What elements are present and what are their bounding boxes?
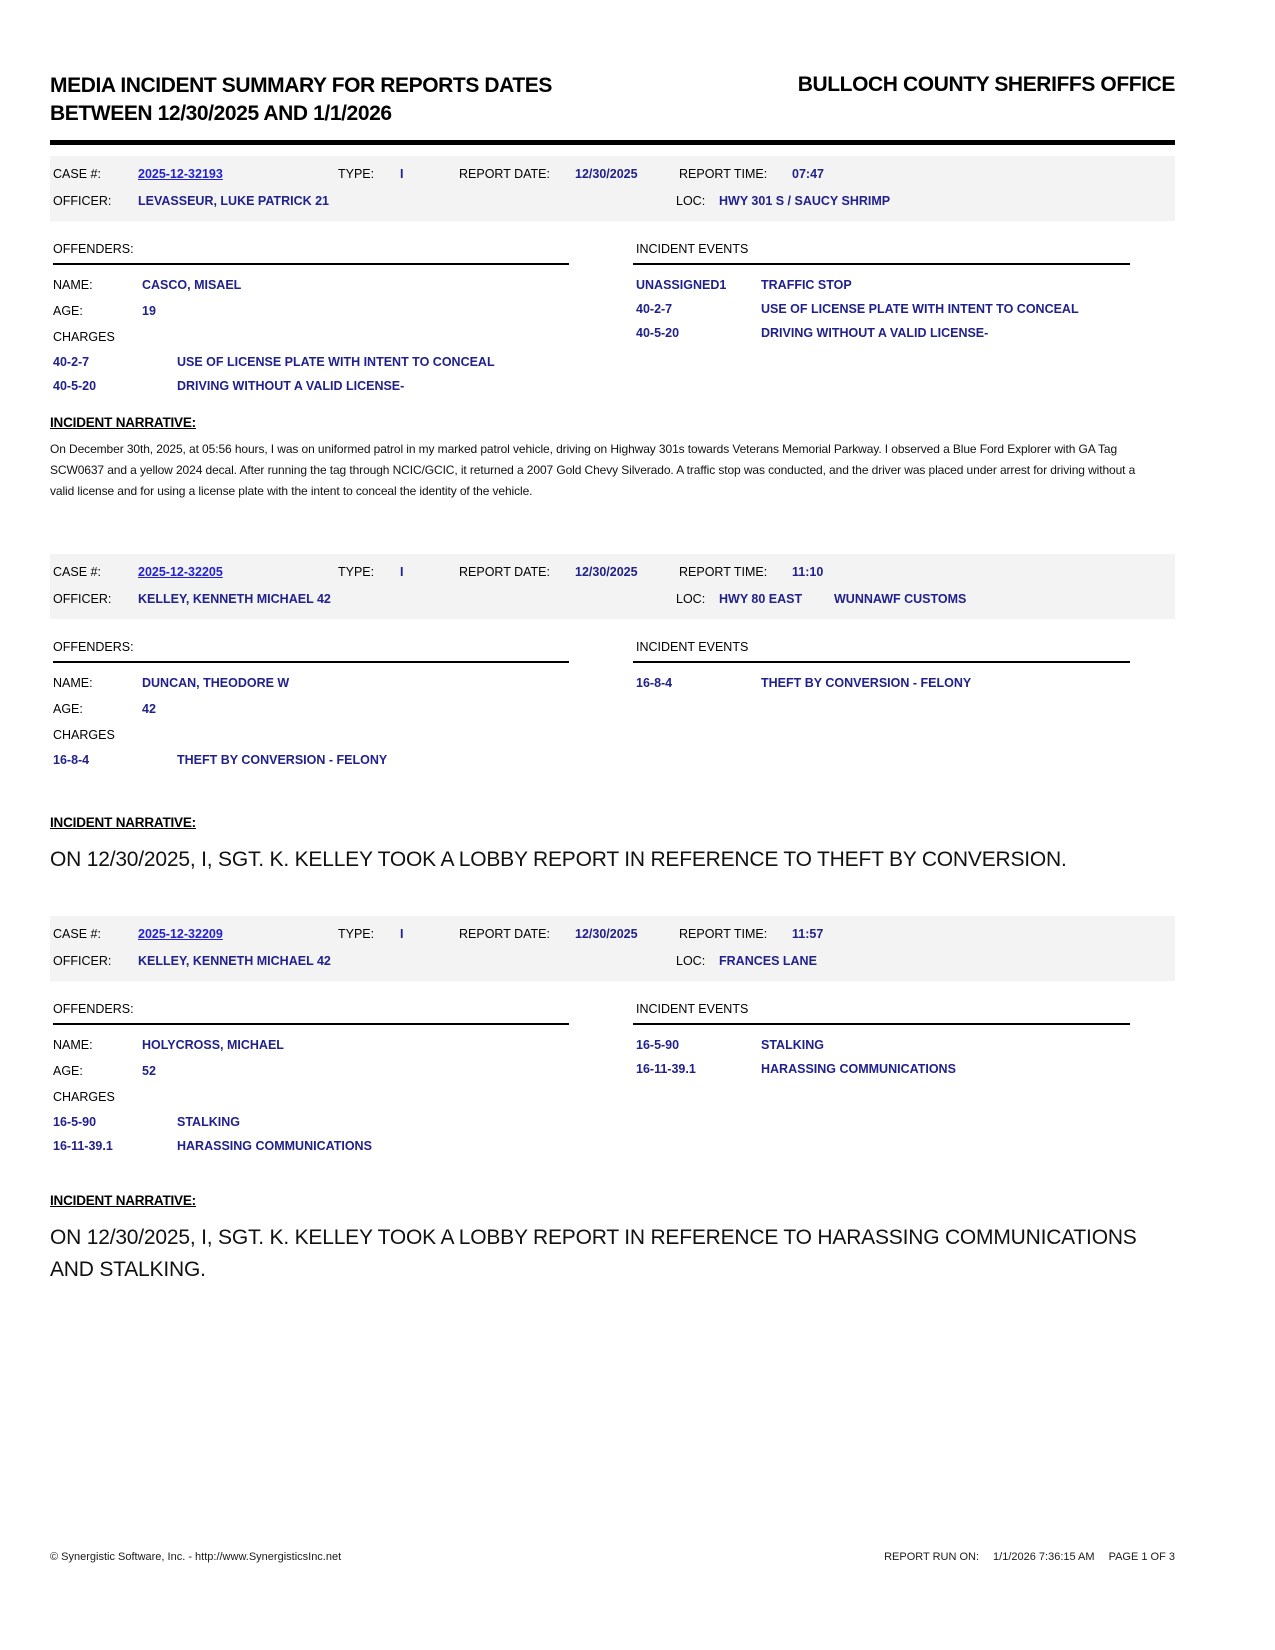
charge-code: 40-2-7 [53,355,90,369]
report-time-label: REPORT TIME: [679,167,768,181]
offenders-heading: OFFENDERS: [53,1002,134,1016]
report-run-on-value: 1/1/2026 7:36:15 AM [993,1551,1095,1563]
officer-label: OFFICER: [53,194,112,208]
event-description: HARASSING COMMUNICATIONS [761,1062,956,1076]
case-number-link[interactable]: 2025-12-32193 [138,167,223,181]
case-number-label: CASE #: [53,927,101,941]
offender-age-row [50,1058,633,1084]
event-description: THEFT BY CONVERSION - FELONY [761,676,972,690]
offenders-column [50,640,633,772]
name-label: NAME: [53,676,93,690]
charge-code: 16-5-90 [53,1115,97,1129]
charge-code: 16-11-39.1 [53,1139,113,1153]
officer-value: KELLEY, KENNETH MICHAEL 42 [138,954,331,968]
offenders-underline [53,263,569,265]
case-header-row1 [50,559,1175,586]
age-label: AGE: [53,702,83,716]
type-value: I [400,167,404,181]
charge-description: STALKING [177,1115,240,1129]
event-row [633,297,1133,321]
loc-value-secondary: WUNNAWF CUSTOMS [834,592,967,606]
case-header-row2 [50,188,1175,215]
narrative-line: ON 12/30/2025, I, SGT. K. KELLEY TOOK A LOBBY REPORT IN REFERENCE TO HARASSING COMMUNICATIONS [50,1226,1137,1249]
charge-description: HARASSING COMMUNICATIONS [177,1139,372,1153]
case-header-row1 [50,161,1175,188]
header-rule [50,140,1175,145]
loc-label: LOC: [676,592,706,606]
name-label: NAME: [53,278,93,292]
name-label: NAME: [53,1038,93,1052]
report-time-value: 11:57 [792,927,824,941]
report-date-label: REPORT DATE: [459,167,550,181]
offenders-underline [53,1023,569,1025]
report-date-label: REPORT DATE: [459,565,550,579]
report-time-value: 07:47 [792,167,824,181]
charge-code: 16-8-4 [53,753,90,767]
age-label: AGE: [53,1064,83,1078]
charge-row [50,1110,633,1134]
name-value: HOLYCROSS, MICHAEL [142,1038,284,1052]
case-header-band [50,156,1175,221]
event-row [633,1057,1133,1081]
event-code: 40-2-7 [636,302,673,316]
page-number: PAGE 1 OF 3 [1108,1551,1175,1563]
case-header-band [50,916,1175,981]
case-number-label: CASE #: [53,565,101,579]
page-footer [50,1551,1175,1563]
offender-name-row [50,670,633,696]
event-code: UNASSIGNED1 [636,278,727,292]
charge-row [50,748,633,772]
loc-value: FRANCES LANE [719,954,817,968]
type-label: TYPE: [338,927,375,941]
case-columns [50,242,1175,398]
incident-events-heading: INCIDENT EVENTS [636,640,749,654]
event-row [633,1033,1133,1057]
incident-events-heading: INCIDENT EVENTS [636,1002,749,1016]
age-value: 52 [142,1064,156,1078]
report-date-value: 12/30/2025 [575,565,638,579]
type-label: TYPE: [338,565,375,579]
document-header [50,72,1175,128]
report-title [50,72,552,128]
event-description: STALKING [761,1038,824,1052]
incident-case-3 [50,916,1175,1286]
incident-narrative-heading: INCIDENT NARRATIVE: [50,415,196,430]
officer-label: OFFICER: [53,954,112,968]
event-description: DRIVING WITHOUT A VALID LICENSE- [761,326,989,340]
event-row [633,273,1133,297]
event-code: 16-5-90 [636,1038,680,1052]
report-title-line2: BETWEEN 12/30/2025 AND 1/1/2026 [50,102,392,125]
event-code: 40-5-20 [636,326,680,340]
offender-age-row [50,298,633,324]
charge-code: 40-5-20 [53,379,97,393]
officer-label: OFFICER: [53,592,112,606]
incident-narrative-text [50,1222,1175,1286]
charge-row [50,374,633,398]
age-value: 19 [142,304,156,318]
age-label: AGE: [53,304,83,318]
event-description: USE OF LICENSE PLATE WITH INTENT TO CONCEAL [761,302,1079,316]
incident-events-underline [633,1023,1130,1025]
offenders-column [50,242,633,398]
incident-case-2 [50,554,1175,876]
case-header-row1 [50,921,1175,948]
charge-description: DRIVING WITHOUT A VALID LICENSE- [177,379,405,393]
event-row [633,671,1133,695]
case-number-link[interactable]: 2025-12-32209 [138,927,223,941]
report-time-label: REPORT TIME: [679,565,768,579]
event-description: TRAFFIC STOP [761,278,852,292]
case-header-band [50,554,1175,619]
loc-label: LOC: [676,954,706,968]
report-date-value: 12/30/2025 [575,927,638,941]
charge-description: THEFT BY CONVERSION - FELONY [177,753,388,767]
incident-narrative-text [50,844,1175,876]
name-value: DUNCAN, THEODORE W [142,676,290,690]
loc-value: HWY 301 S / SAUCY SHRIMP [719,194,891,208]
case-number-link[interactable]: 2025-12-32205 [138,565,223,579]
event-code: 16-11-39.1 [636,1062,696,1076]
offender-age-row [50,696,633,722]
incident-narrative-text: On December 30th, 2025, at 05:56 hours, I was on uniformed patrol in my marked patrol vehicle, driving on Highway 301s towards Veterans Memorial Parkway. I observed a Blue Ford Explorer with GA Tag SCW0637 and a yellow 2024 decal. After running the tag through NCIC/GCIC, it returned a 2007 Gold Chevy Silverado. A traffic stop was conducted, and the driver was placed under arrest for driving without a valid license and for using a license plate with the intent to conceal the identity of the vehicle. [50,442,1136,498]
report-time-value: 11:10 [792,565,824,579]
offenders-column [50,1002,633,1158]
narrative-line: AND STALKING. [50,1258,206,1281]
incident-events-underline [633,263,1130,265]
officer-value: KELLEY, KENNETH MICHAEL 42 [138,592,331,606]
case-header-row2 [50,586,1175,613]
report-run-on-label: REPORT RUN ON: [884,1551,980,1563]
offender-name-row [50,272,633,298]
incident-events-underline [633,661,1130,663]
type-label: TYPE: [338,167,375,181]
incident-narrative-heading: INCIDENT NARRATIVE: [50,815,196,830]
charge-row [50,1134,633,1158]
event-row [633,321,1133,345]
report-time-label: REPORT TIME: [679,927,768,941]
charge-description: USE OF LICENSE PLATE WITH INTENT TO CONCEAL [177,355,495,369]
incident-events-column [633,640,1133,772]
footer-run-info [870,1551,1175,1563]
incident-narrative-heading: INCIDENT NARRATIVE: [50,1193,196,1208]
agency-name: BULLOCH COUNTY SHERIFFS OFFICE [797,73,1175,96]
type-value: I [400,565,404,579]
copyright-text: © Synergistic Software, Inc. - http://www.SynergisticsInc.net [50,1551,342,1563]
offender-name-row [50,1032,633,1058]
loc-label: LOC: [676,194,706,208]
case-header-row2 [50,948,1175,975]
incident-events-column [633,1002,1133,1158]
offenders-heading: OFFENDERS: [53,242,134,256]
charges-heading: CHARGES [53,1090,115,1104]
report-title-line1: MEDIA INCIDENT SUMMARY FOR REPORTS DATES [50,74,553,97]
charge-row [50,350,633,374]
type-value: I [400,927,404,941]
charges-heading: CHARGES [53,330,115,344]
loc-value: HWY 80 EAST [719,592,803,606]
case-columns [50,640,1175,772]
case-columns [50,1002,1175,1158]
case-number-label: CASE #: [53,167,101,181]
charges-heading: CHARGES [53,728,115,742]
incident-events-column [633,242,1133,398]
incident-events-heading: INCIDENT EVENTS [636,242,749,256]
narrative-line: ON 12/30/2025, I, SGT. K. KELLEY TOOK A LOBBY REPORT IN REFERENCE TO THEFT BY CONVERSION. [50,848,1067,871]
offenders-heading: OFFENDERS: [53,640,134,654]
age-value: 42 [142,702,156,716]
offenders-underline [53,661,569,663]
incident-case-1 [50,156,1175,502]
event-code: 16-8-4 [636,676,673,690]
officer-value: LEVASSEUR, LUKE PATRICK 21 [138,194,329,208]
report-date-value: 12/30/2025 [575,167,638,181]
report-date-label: REPORT DATE: [459,927,550,941]
name-value: CASCO, MISAEL [142,278,242,292]
